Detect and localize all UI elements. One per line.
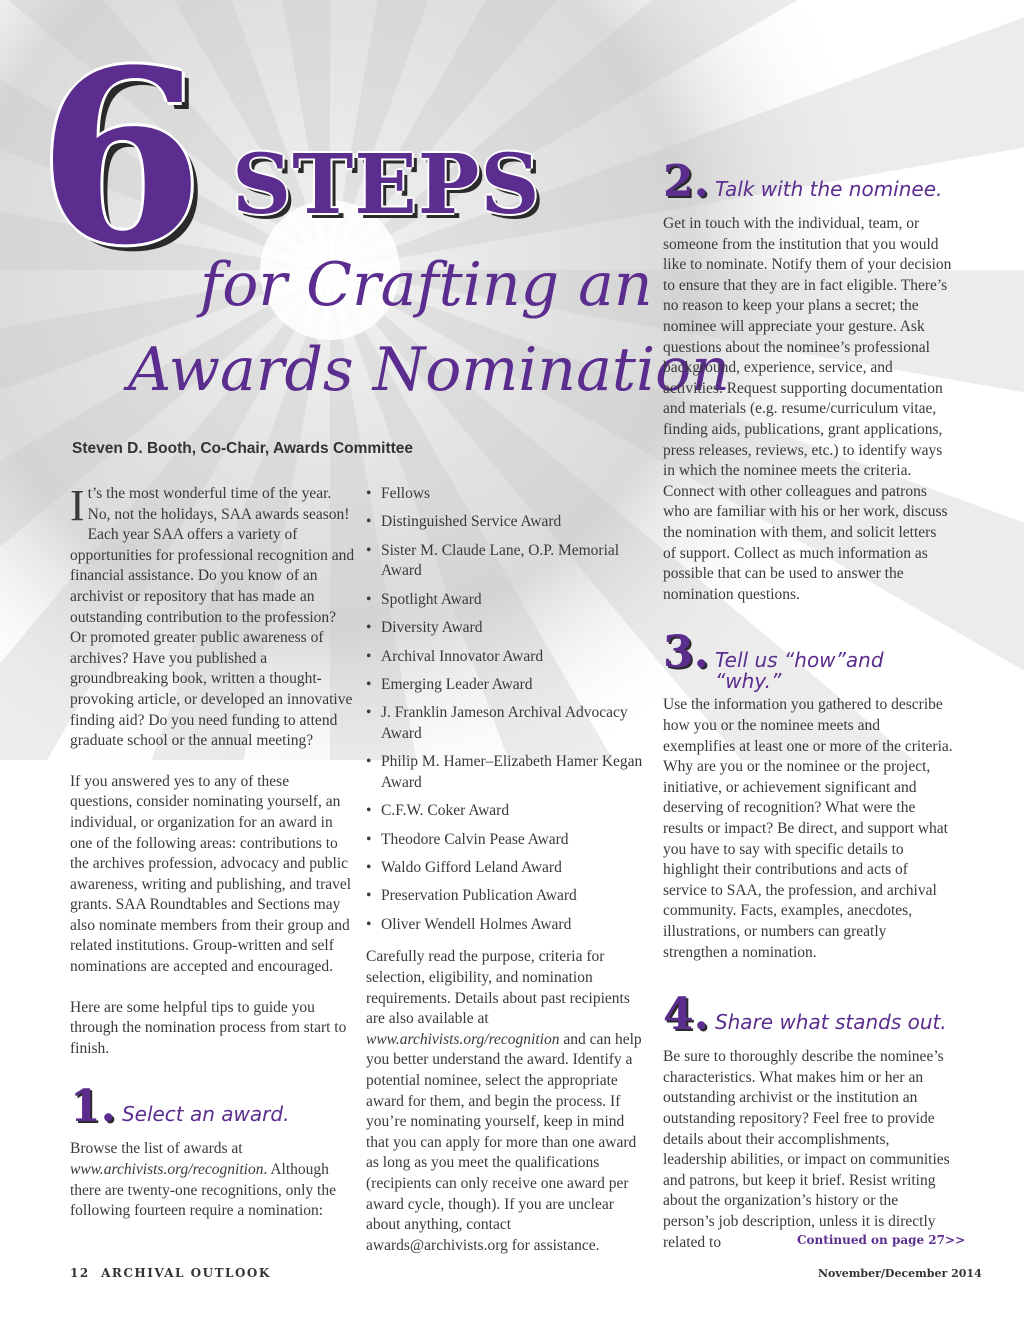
step-4-number: 4. — [663, 989, 709, 1041]
intro-paragraph-3: Here are some helpful tips to guide you through the nomination process from start to finish. — [70, 998, 347, 1057]
column-middle — [366, 484, 651, 1276]
step-2-number: 2. — [663, 156, 709, 207]
step-4-heading — [663, 989, 953, 1041]
continued-link[interactable]: Continued on page 27>> — [797, 1233, 966, 1247]
step-1-text-b: . Although there are twenty-one recognitions, only the following fourteen require a nomination: — [70, 1161, 336, 1220]
list-item: • Preservation Publication Award — [366, 886, 651, 907]
step-3-heading — [663, 627, 953, 693]
title-numeral: 6 — [38, 19, 204, 298]
step-1-text — [70, 1139, 355, 1221]
list-item: • Waldo Gifford Leland Award — [366, 858, 651, 879]
list-item: • J. Franklin Jameson Archival Advocacy Award — [366, 703, 651, 744]
publication-name: ARCHIVAL OUTLOOK — [101, 1266, 271, 1280]
list-item: • Oliver Wendell Holmes Award — [366, 915, 651, 936]
careful-read-paragraph — [366, 947, 651, 1256]
intro-text-1: t’s the most wonderful time of the year. No, not the holidays, SAA awards season! Each year SAA offers a variety of opportunities for professional recognition and financial assistance. Do you know of an archivist or repository that has made an outstanding contribution to the profession? Or promoted greater public awareness of archives? Have you published a groundbreaking book, written a thought-provoking article, or developed an innovative finding aid? Do you need funding to attend graduate school or the annual meeting? — [70, 485, 355, 750]
step-3-text: Use the information you gathered to describe how you or the nominee meets and exemplifies at least one or more of the criteria. Why are you or the nominee or the project, initiative, or achievement significant and deserving of recognition? What were the results or impact? Be direct, and support what you have to say with specific details to highlight their contributions and acts of service to SAA, the profession, and archival community. Facts, examples, anecdotes, illustrations, or numbers can greatly strengthen a nomination. — [663, 696, 953, 961]
list-item: • Diversity Award — [366, 618, 651, 639]
title-steps: STEPS — [232, 137, 541, 233]
issue-date: November/December 2014 — [818, 1267, 982, 1280]
list-item: • Fellows — [366, 484, 651, 505]
list-item: • Spotlight Award — [366, 590, 651, 611]
list-item: • Emerging Leader Award — [366, 675, 651, 696]
step-2-heading — [663, 156, 953, 207]
careful-text-b: and can help you better understand the award. Identify a potential nominee, select the appropriate award for them, and begin the process. If you’re nominating yourself, keep in mind that you can apply for more than one award as long as you meet the qualifications (recipients can only receive one award per award cycle, though). If you are unclear about anything, contact awards@archivists.org for assistance. — [366, 1030, 642, 1254]
step-1-number: 1. — [70, 1081, 116, 1133]
careful-text-a: Carefully read the purpose, criteria for selection, eligibility, and nomination requirements. Details about past recipients are also available at — [366, 948, 630, 1028]
awards-link[interactable]: www.archivists.org/recognition — [70, 1161, 264, 1179]
step-1-text-a: Browse the list of awards at — [70, 1140, 243, 1158]
page-number: 12 — [70, 1266, 90, 1280]
step-4-title: Share what stands out. — [714, 1010, 947, 1035]
intro-paragraph-2: If you answered yes to any of these questions, consider nominating yourself, an individual, or organization for an award in one of the following areas: contributions to the archives profession, advocacy and public awareness, writing and publishing, and travel grants. SAA Roundtables and Sections may also nominate members from their group and related institutions. Group-written and self nominations are accepted and encouraged. — [70, 772, 352, 976]
list-item: • Sister M. Claude Lane, O.P. Memorial Award — [366, 541, 651, 582]
recognition-link[interactable]: www.archivists.org/recognition — [366, 1030, 560, 1048]
step-3-title: Tell us “how”and “why.” — [714, 648, 884, 693]
title-subtitle-line1: for Crafting an — [200, 250, 653, 320]
step-2-title: Talk with the nominee. — [714, 177, 943, 201]
step-2-text: Get in touch with the individual, team, or someone from the institution that you would like to nominate. Notify them of your decision to ensure that they are in fact eligible. There’s no reason to keep your plans a secret; the nominee will appreciate your gesture. Ask questions about the nominee’s professional background, experience, service, and activities. Request supporting documentation and materials (e.g. resume/curriculum vitae, finding aids, publications, grant applications, press releases, reviews, etc.) to identify ways in which the nominee meets the criteria. Connect with other colleagues and patrons who are familiar with his or her work, discuss the nomination with them, and solicit letters of support. Collect as much information as possible that can be used to answer the nomination questions. — [663, 215, 952, 603]
drop-cap: I — [70, 481, 85, 530]
column-left — [70, 481, 355, 1242]
list-item: • Distinguished Service Award — [366, 512, 651, 533]
list-item: • C.F.W. Coker Award — [366, 801, 651, 822]
page-footer-left — [70, 1266, 271, 1280]
list-item: • Archival Innovator Award — [366, 647, 651, 668]
step-3-number: 3. — [663, 627, 709, 679]
step-1-title: Select an award. — [121, 1102, 290, 1127]
title-subtitle-line2: Awards Nomination — [128, 335, 730, 405]
intro-paragraph-1 — [70, 481, 355, 752]
author-byline: Steven D. Booth, Co-Chair, Awards Committee — [72, 440, 414, 457]
step-4-text: Be sure to thoroughly describe the nominee’s characteristics. What makes him or her an outstanding archivist or the institution an outstanding repository? Feel free to provide details about their accomplishments, leadership abilities, or impact on communities and patrons, but keep it brief. Resist writing about the organization’s history or the person’s job description, unless it is directly related to — [663, 1048, 950, 1251]
step-1-heading — [70, 1081, 355, 1133]
list-item: • Theodore Calvin Pease Award — [366, 830, 651, 851]
list-item: • Philip M. Hamer–Elizabeth Hamer Kegan Award — [366, 752, 651, 793]
column-right — [663, 156, 953, 1273]
awards-list — [366, 484, 651, 935]
